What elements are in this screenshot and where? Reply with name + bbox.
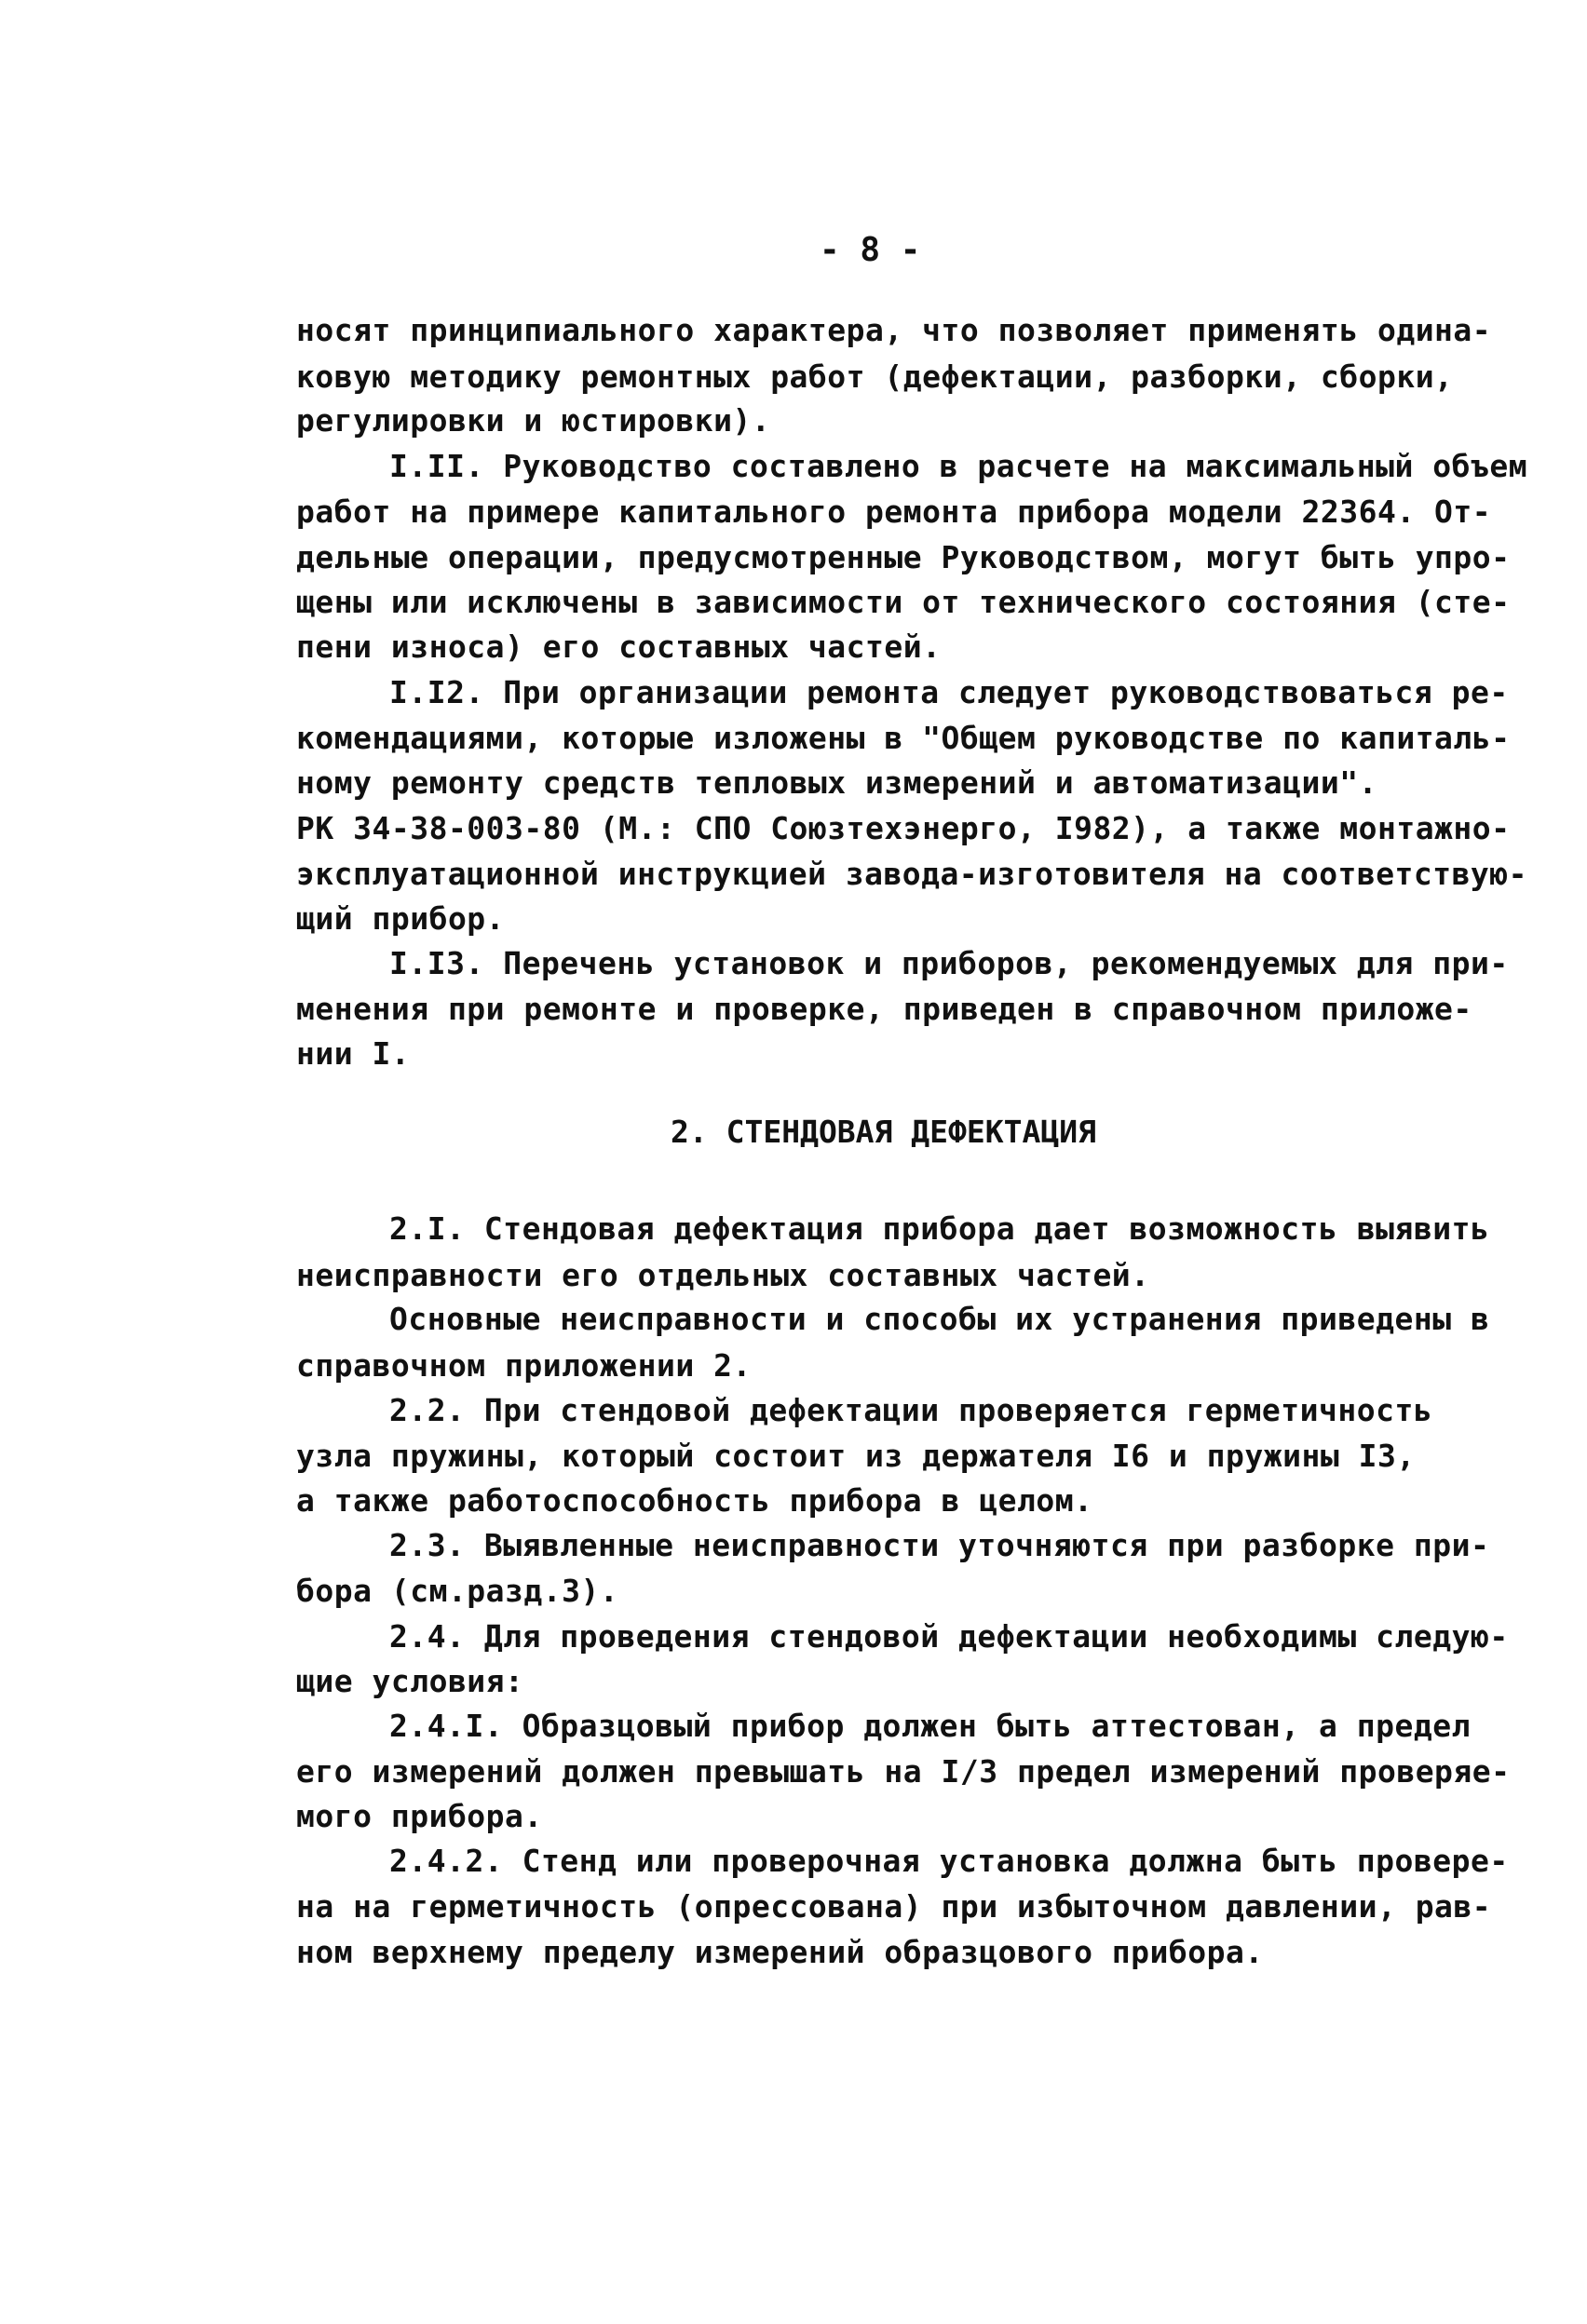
text-line: 2.4. Для проведения стендовой дефектации необходимы следую- (389, 1618, 1509, 1655)
text-line: щий прибор. (296, 900, 506, 937)
text-line: 2.2. При стендовой дефектации проверяется герметичность (389, 1392, 1433, 1428)
text-line: менения при ремонте и проверке, приведен в справочном приложе- (296, 991, 1472, 1027)
text-line: I.I2. При организации ремонта следует руководствоваться ре- (389, 674, 1509, 710)
text-line: дельные операции, предусмотренные Руководством, могут быть упро- (296, 539, 1511, 575)
text-line: а также работоспособность прибора в целом. (296, 1482, 1093, 1519)
text-line: 2.4.I. Образцовый прибор должен быть аттестован, а предел (389, 1708, 1471, 1744)
text-line: пени износа) его составных частей. (296, 628, 942, 665)
text-line: РК 34-38-003-80 (М.: СПО Союзтехэнерго, I982), а также монтажно- (296, 810, 1511, 846)
text-line: ковую методику ремонтных работ (дефектации, разборки, сборки, (296, 358, 1454, 395)
text-line: регулировки и юстировки). (296, 402, 771, 439)
text-line: щены или исключены в зависимости от технического состояния (сте- (296, 584, 1511, 620)
text-line: на на герметичность (опрессована) при избыточном давлении, рав- (296, 1888, 1492, 1925)
text-line: комендациями, которые изложены в "Общем руководстве по капиталь- (296, 720, 1511, 756)
text-line: Основные неисправности и способы их устранения приведены в (389, 1301, 1490, 1337)
text-line: 2.I. Стендовая дефектация прибора дает возможность выявить (389, 1210, 1490, 1247)
text-line: мого прибора. (296, 1798, 543, 1834)
text-line: неисправности его отдельных составных частей. (296, 1257, 1150, 1293)
text-line: ном верхнему пределу измерений образцового прибора. (296, 1934, 1264, 1970)
text-line: I.II. Руководство составлено в расчете на максимальный объем (389, 448, 1528, 484)
text-line: щие условия: (296, 1663, 524, 1699)
text-line: 2.3. Выявленные неисправности уточняются при разборке при- (389, 1527, 1490, 1563)
text-line: бора (см.разд.3). (296, 1573, 619, 1609)
text-line: узла пружины, который состоит из держателя I6 и пружины I3, (296, 1438, 1416, 1474)
text-line: его измерений должен превышать на I/3 предел измерений проверяе- (296, 1753, 1511, 1790)
text-line: справочном приложении 2. (296, 1347, 752, 1384)
text-line: I.I3. Перечень установок и приборов, рекомендуемых для при- (389, 945, 1509, 981)
text-line: работ на примере капитального ремонта прибора модели 22364. От- (296, 493, 1492, 530)
section-heading: 2. СТЕНДОВАЯ ДЕФЕКТАЦИЯ (671, 1114, 1096, 1150)
text-line: ному ремонту средств тепловых измерений и автоматизации". (296, 764, 1377, 801)
text-line: 2.4.2. Стенд или проверочная установка должна быть провере- (389, 1843, 1509, 1879)
text-line: носят принципиального характера, что позволяет применять одина- (296, 312, 1492, 348)
text-line: эксплуатационной инструкцией завода-изготовителя на соответствую- (296, 856, 1527, 892)
text-line: нии I. (296, 1035, 411, 1072)
page-number: - 8 - (820, 231, 921, 269)
